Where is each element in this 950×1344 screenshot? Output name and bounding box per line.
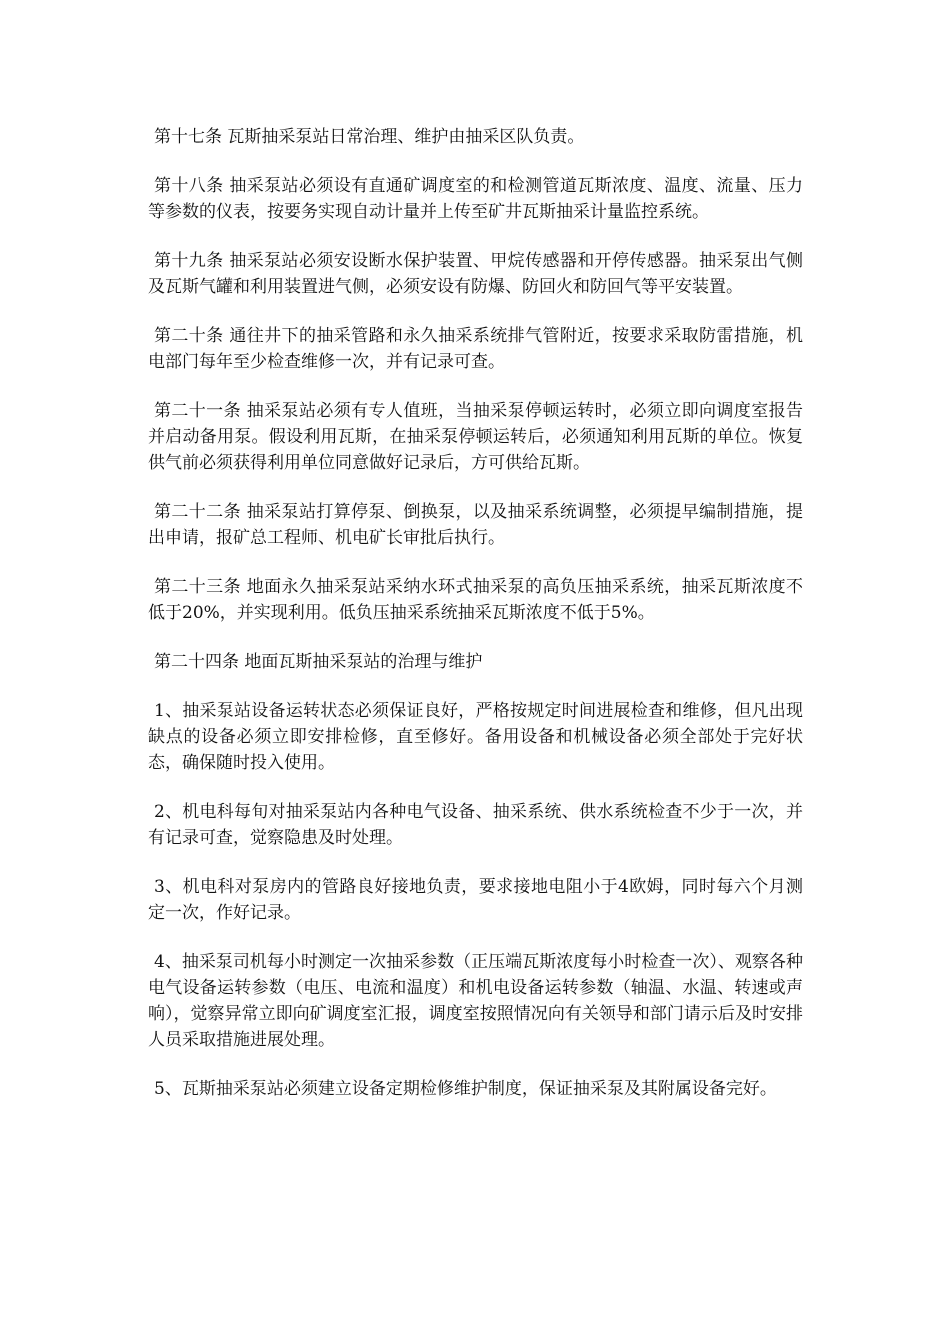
list-item-1: 1、抽采泵站设备运转状态必须保证良好，严格按规定时间进展检查和维修，但凡出现缺点的设备必须立即安排检修，直至修好。备用设备和机械设备必须全部处于完好状态，确保随时投入使用。 xyxy=(148,701,803,773)
article-23-paragraph: 第二十三条 地面永久抽采泵站采纳水环式抽采泵的高负压抽采系统，抽采瓦斯浓度不低于20%，并实现利用。低负压抽采系统抽采瓦斯浓度不低于5%。 xyxy=(148,577,803,623)
list-item-5: 5、瓦斯抽采泵站必须建立设备定期检修维护制度，保证抽采泵及其附属设备完好。 xyxy=(154,1079,777,1099)
list-item-2: 2、机电科每旬对抽采泵站内各种电气设备、抽采系统、供水系统检查不少于一次，并有记录可查，觉察隐患及时处理。 xyxy=(148,802,803,848)
article-18-paragraph: 第十八条 抽采泵站必须设有直通矿调度室的和检测管道瓦斯浓度、温度、流量、压力等参数的仪表，按要务实现自动计量并上传至矿井瓦斯抽采计量监控系统。 xyxy=(148,176,803,222)
article-22-paragraph: 第二十二条 抽采泵站打算停泵、倒换泵，以及抽采系统调整，必须提早编制措施，提出申请，报矿总工程师、机电矿长审批后执行。 xyxy=(148,502,803,548)
article-21-paragraph: 第二十一条 抽采泵站必须有专人值班，当抽采泵停顿运转时，必须立即向调度室报告并启动备用泵。假设利用瓦斯，在抽采泵停顿运转后，必须通知利用瓦斯的单位。恢复供气前必须获得利用单位同意做好记录后，方可供给瓦斯。 xyxy=(148,401,803,473)
document-body xyxy=(148,124,803,1125)
article-17-paragraph: 第十七条 瓦斯抽采泵站日常治理、维护由抽采区队负责。 xyxy=(154,127,585,147)
list-item-3: 3、机电科对泵房内的管路良好接地负责，要求接地电阻小于4欧姆，同时每六个月测定一次，作好记录。 xyxy=(148,877,803,923)
article-20-paragraph: 第二十条 通往井下的抽采管路和永久抽采系统排气管附近，按要求采取防雷措施，机电部门每年至少检查维修一次，并有记录可查。 xyxy=(148,326,803,372)
article-24-heading: 第二十四条 地面瓦斯抽采泵站的治理与维护 xyxy=(154,652,483,672)
article-19-paragraph: 第十九条 抽采泵站必须安设断水保护装置、甲烷传感器和开停传感器。抽采泵出气侧及瓦斯气罐和利用装置进气侧，必须安设有防爆、防回火和防回气等平安装置。 xyxy=(148,251,803,297)
list-item-4: 4、抽采泵司机每小时测定一次抽采参数（正压端瓦斯浓度每小时检查一次）、观察各种电气设备运转参数（电压、电流和温度）和机电设备运转参数（轴温、水温、转速或声响），觉察异常立即向矿调度室汇报，调度室按照情况向有关领导和部门请示后及时安排人员采取措施进展处理。 xyxy=(148,952,803,1050)
